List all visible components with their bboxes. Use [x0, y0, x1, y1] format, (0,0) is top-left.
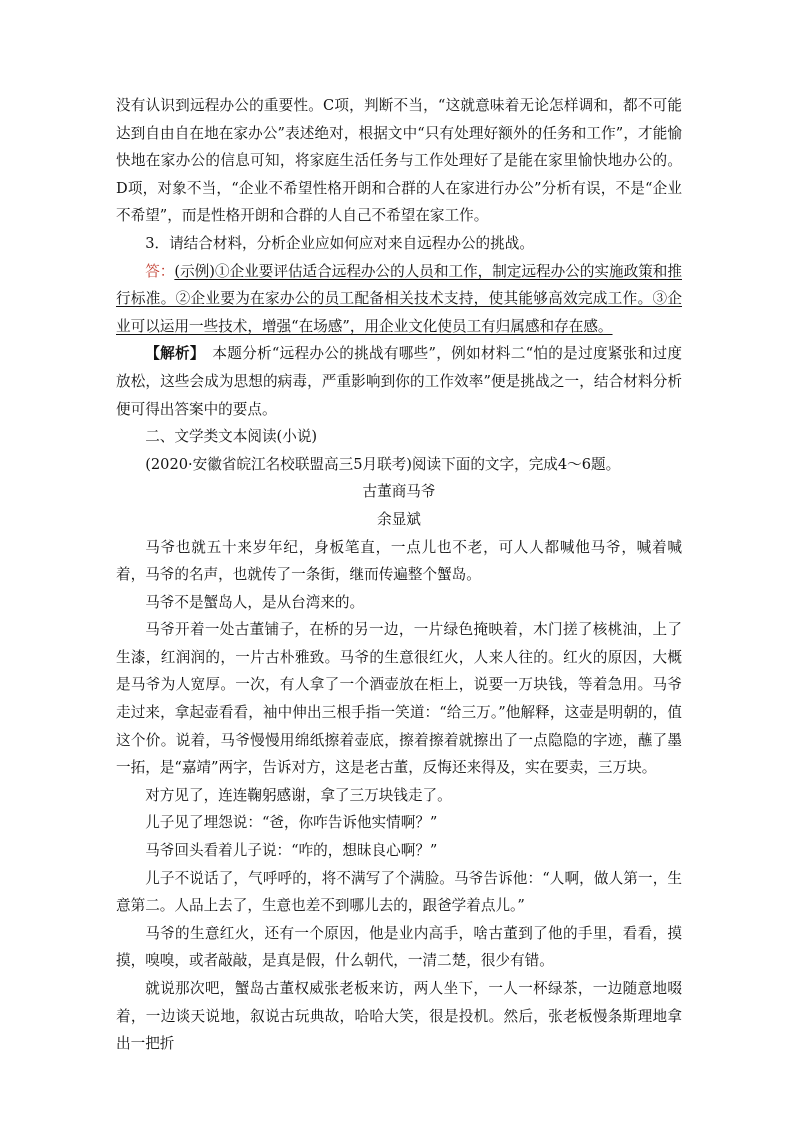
story-paragraph: 儿子见了埋怨说：“爸，你咋告诉他实情啊？”	[145, 814, 438, 832]
story-paragraph: 儿子不说话了，气呼呼的，将不满写了个满脸。马爷告诉他：“人啊，做人第一，生意第二。人品上去了，生意也差不到哪儿去的，跟爸学着点儿。”	[116, 869, 682, 915]
story-paragraph: 马爷也就五十来岁年纪，身板笔直，一点儿也不老，可人人都喊他马爷，喊着喊着，马爷的名声，也就传了一条街，继而传遍整个蟹岛。	[116, 538, 682, 584]
story-author: 余显斌	[377, 510, 421, 528]
story-paragraph: 马爷的生意红火，还有一个原因，他是业内高手，啥古董到了他的手里，看看，摸摸，嗅嗅，或者敲敲，是真是假，什么朝代，一清二楚，很少有错。	[116, 924, 682, 970]
question-3: 3．请结合材料，分析企业应如何应对来自远程办公的挑战。	[145, 234, 534, 252]
story-paragraph: 就说那次吧，蟹岛古董权威张老板来访，两人坐下，一人一杯绿茶，一边随意地啜着，一边谈天说地，叙说古玩典故，哈哈大笑，很是投机。然后，张老板慢条斯理地拿出一把折	[116, 980, 682, 1053]
analysis-label: 【解析】	[145, 345, 198, 363]
analysis-text: 本题分析“远程办公的挑战有哪些”，例如材料二“怕的是过度紧张和过度放松，这些会成为思想的病毒，严重影响到你的工作效率”便是挑战之一，结合材料分析便可得出答案中的要点。	[116, 345, 682, 418]
paragraph-analysis-continued: 没有认识到远程办公的重要性。C项，判断不当，“这就意味着无论怎样调和，都不可能达到自由自在地在家办公”表述绝对，根据文中“只有处理好额外的任务和工作”，才能愉快地在家办公的信息可知，将家庭生活任务与工作处理好了是能在家里愉快地办公的。D项，对象不当，“企业不希望性格开朗和合群的人在家进行办公”分析有误，不是“企业不希望”，而是性格开朗和合群的人自己不希望在家工作。	[116, 97, 682, 225]
story-title: 古董商马爷	[362, 483, 436, 501]
answer-paragraph	[116, 258, 682, 341]
story-paragraph: 马爷回头看着儿子说：“咋的，想昧良心啊？”	[145, 842, 438, 860]
analysis-paragraph	[116, 340, 682, 423]
story-paragraph: 马爷开着一处古董铺子，在桥的另一边，一片绿色掩映着，木门搓了核桃油，上了生漆，红润润的，一片古朴雅致。马爷的生意很红火，人来人往的。红火的原因，大概是马爷为人宽厚。一次，有人拿了一个酒壶放在柜上，说要一万块钱，等着急用。马爷走过来，拿起壶看看，袖中伸出三根手指一笑道：“给三万。”他解释，这壶是明朝的，值这个价。说着，马爷慢慢用绵纸擦着壶底，擦着擦着就擦出了一点隐隐的字迹，蘸了墨一拓，是“嘉靖”两字，告诉对方，这是老古董，反悔还来得及，实在要卖，三万块。	[116, 621, 682, 777]
answer-text: (示例)①企业要评估适合远程办公的人员和工作，制定远程办公的实施政策和推行标准。②企业要为在家办公的员工配备相关技术支持，使其能够高效完成工作。③企业可以运用一些技术，增强“在场感”，用企业文化使员工有归属感和存在感。	[116, 262, 682, 335]
section-heading: 二、文学类文本阅读(小说)	[145, 428, 318, 446]
source-line: (2020·安徽省皖江名校联盟高三5月联考)阅读下面的文字，完成4～6题。	[145, 455, 621, 473]
answer-label: 答：	[145, 262, 175, 280]
story-paragraph: 马爷不是蟹岛人，是从台湾来的。	[145, 593, 365, 611]
story-paragraph: 对方见了，连连鞠躬感谢，拿了三万块钱走了。	[145, 786, 452, 804]
